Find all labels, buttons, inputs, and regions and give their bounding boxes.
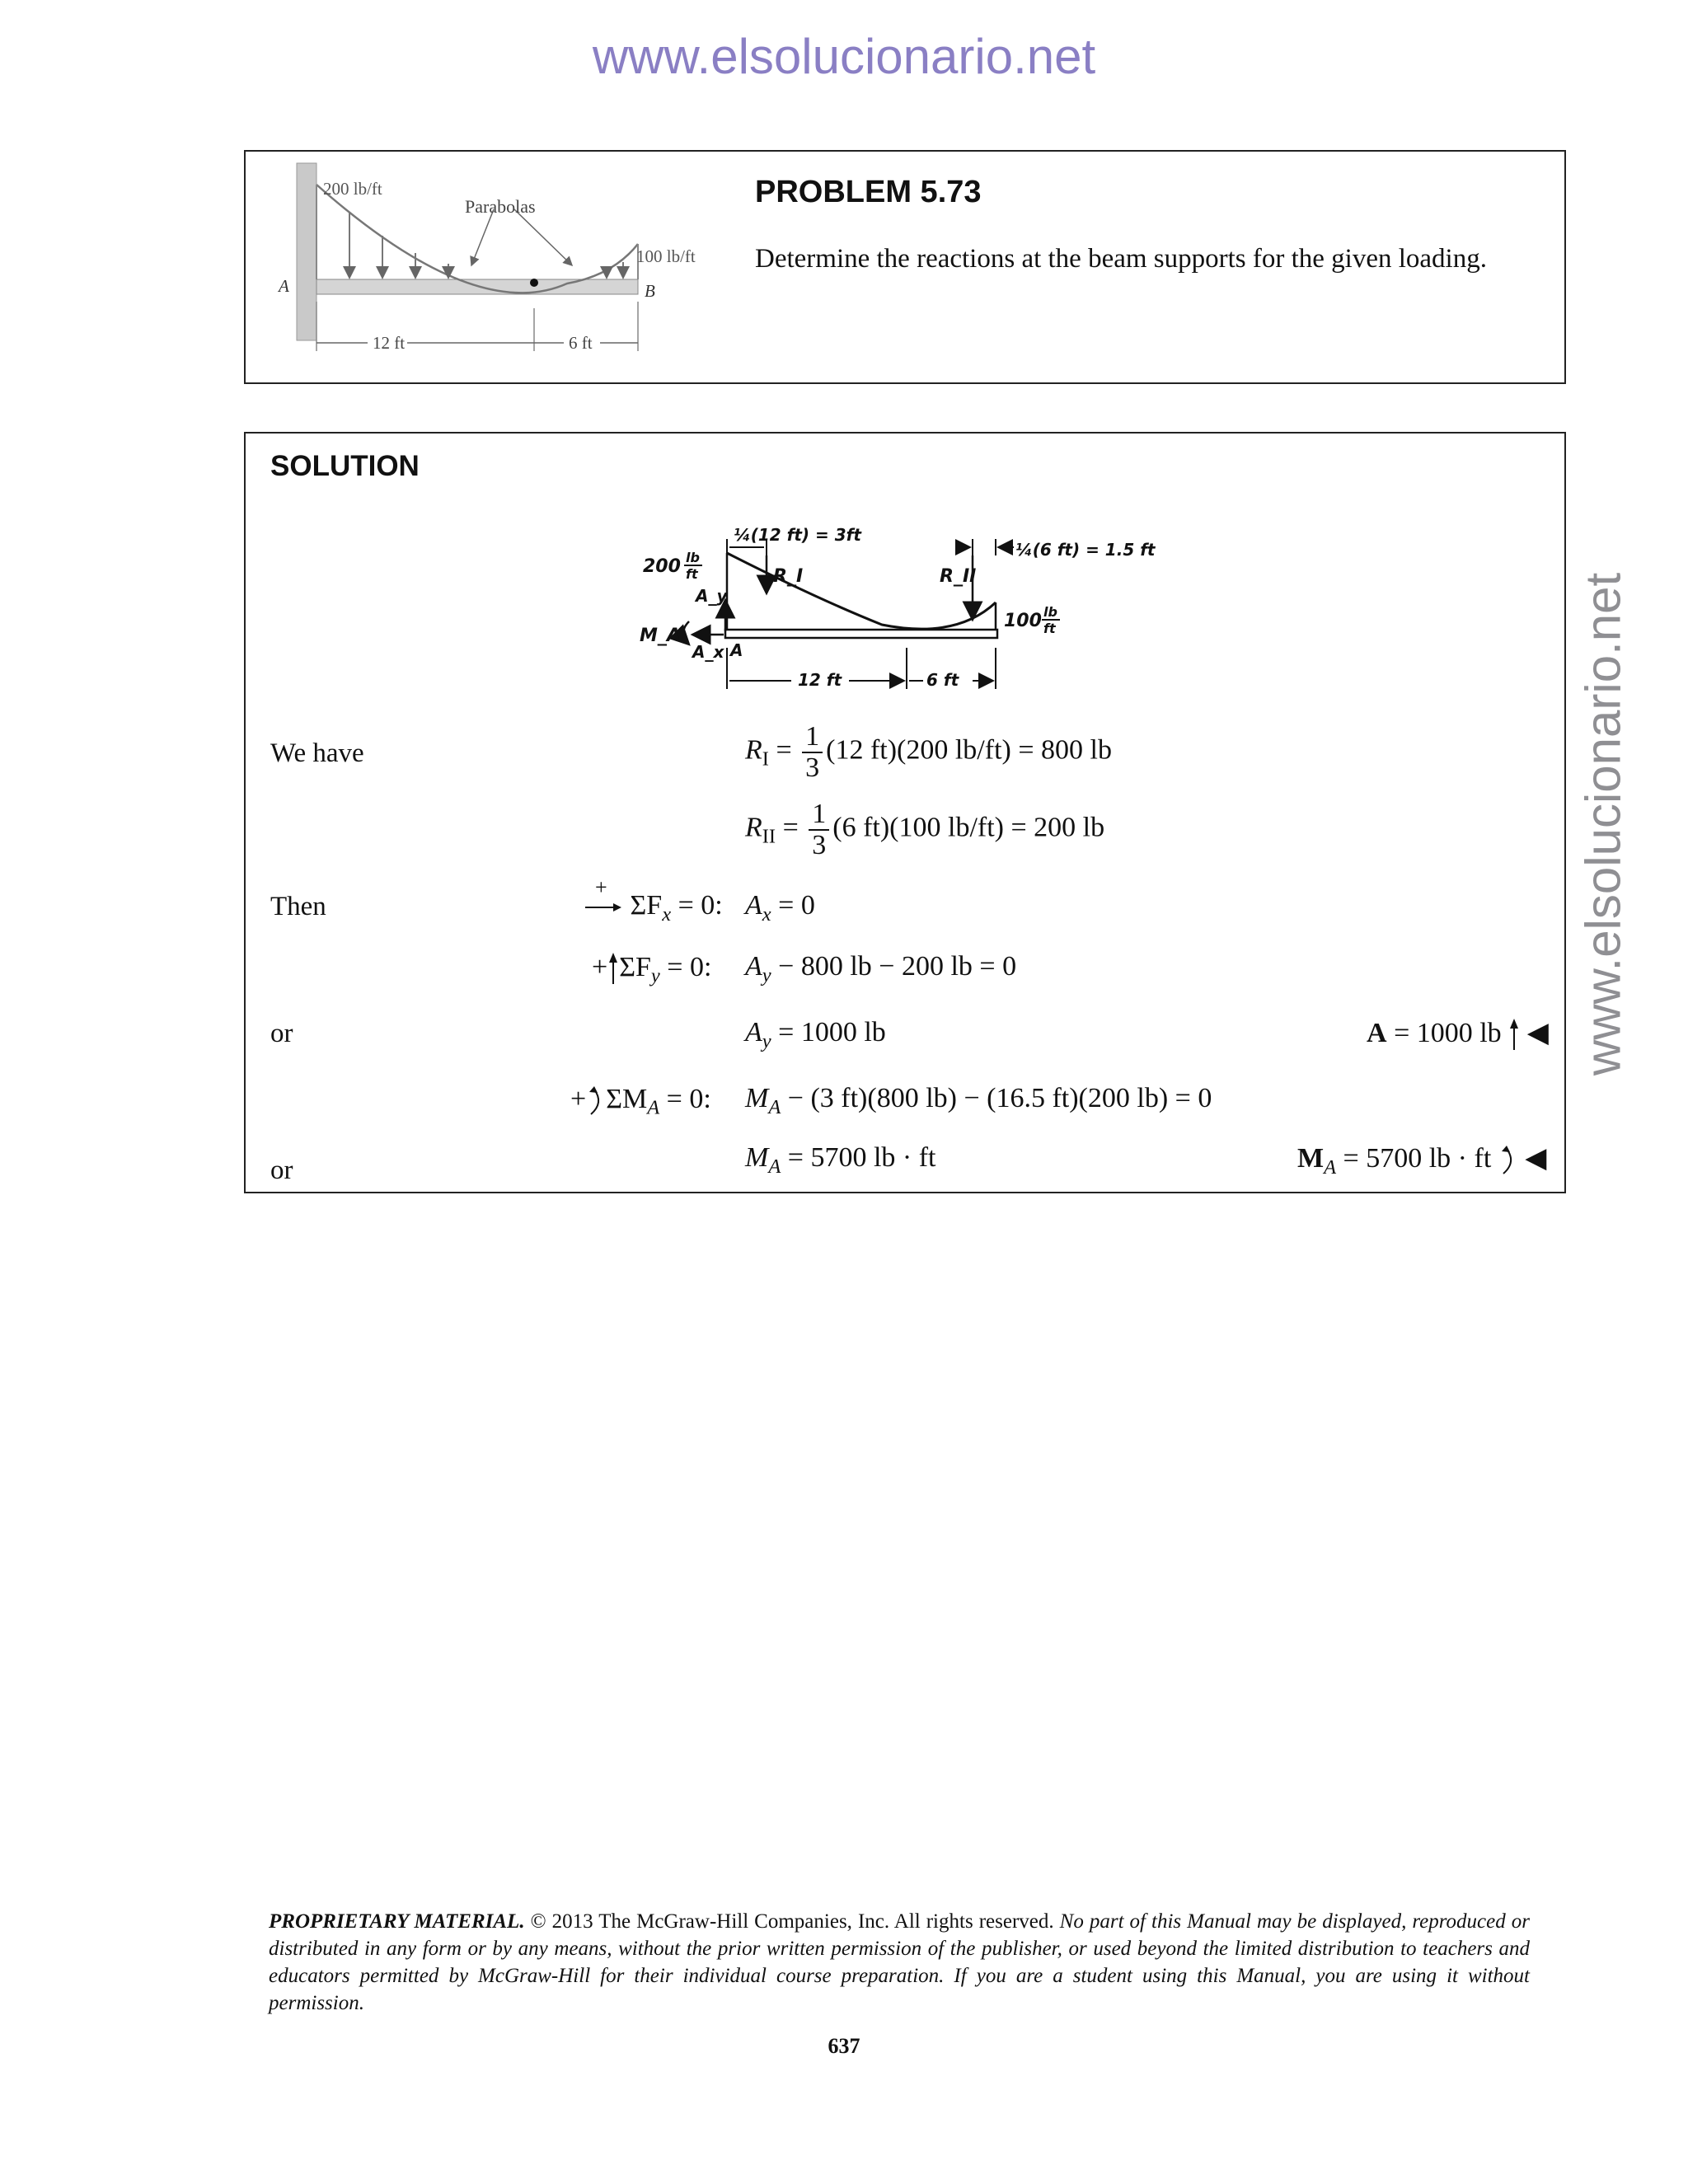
sketch-right-load: 100 bbox=[1004, 611, 1042, 631]
end-marker-a: ◀ bbox=[1526, 1017, 1549, 1048]
result-ma: $M_A = 5700$ lb · ft ◀ bbox=[1297, 1142, 1547, 1179]
watermark-top: www.elsolucionario.net bbox=[592, 29, 1096, 84]
result-a: A = 1000 lb ◀ bbox=[1367, 1019, 1549, 1052]
copyright-footer bbox=[269, 1908, 1530, 2017]
condition-sum-fx: + $\Sigma F_x = 0$: bbox=[595, 875, 723, 926]
fig-dim-left: 12 ft bbox=[373, 333, 406, 353]
equation-ax: $A_x = 0$ bbox=[745, 890, 815, 926]
fig-load-right: 100 lb/ft bbox=[636, 246, 696, 266]
ccw-arrow-icon bbox=[586, 1085, 606, 1118]
sketch-left-load: 200 bbox=[643, 556, 681, 577]
equation-r2: $R_{II}$ = $\frac{1}{3}$ (6 ft)(100 lb/ft) = 200 lb bbox=[745, 799, 1105, 860]
sketch-ay: A_y bbox=[696, 586, 728, 606]
label-then: Then bbox=[270, 892, 326, 921]
fig-point-a: A bbox=[279, 276, 289, 296]
label-or-1: or bbox=[270, 1019, 293, 1048]
sketch-dim-left: 12 ft bbox=[798, 670, 842, 690]
equation-ay: $A_y = 1000$ lb bbox=[745, 1017, 886, 1052]
fig-parabolas-label: Parabolas bbox=[465, 196, 536, 217]
condition-sum-ma: + $\Sigma M_A = 0$: bbox=[570, 1083, 711, 1119]
footer-notice: No part of this Manual may be displayed, reproduced or distributed in any form or by any means, without the prior written permission of the publisher, or used beyond the limited distribution to teachers and educators permitted by McGraw-Hill for their individual course preparation. If you are a student using this Manual, you are using it without permission. bbox=[269, 1910, 1530, 2014]
label-we-have: We have bbox=[270, 738, 364, 768]
sketch-dim-right: 6 ft bbox=[926, 670, 959, 690]
sketch-r1: R_I bbox=[773, 566, 804, 587]
problem-box bbox=[244, 150, 1566, 384]
free-body-sketch bbox=[610, 524, 1203, 714]
problem-statement: Determine the reactions at the beam supports for the given loading. bbox=[755, 244, 1487, 274]
fig-load-left: 200 lb/ft bbox=[323, 179, 382, 199]
up-arrow-icon bbox=[1508, 1019, 1520, 1052]
sketch-right-load-unit-bottom: ft bbox=[1043, 621, 1056, 636]
sketch-a: A bbox=[730, 640, 743, 660]
sketch-left-load-unit-top: lb bbox=[686, 550, 700, 565]
label-or-2: or bbox=[270, 1155, 293, 1185]
sketch-ax: A_x bbox=[692, 642, 724, 662]
fig-point-b: B bbox=[645, 281, 655, 301]
page-number: 637 bbox=[828, 2034, 860, 2058]
watermark-side-text: www.elsolucionario.net bbox=[1575, 572, 1631, 1076]
problem-title: PROBLEM 5.73 bbox=[755, 175, 982, 209]
sketch-ma: M_A bbox=[640, 626, 681, 646]
footer-copyright: © 2013 The McGraw-Hill Companies, Inc. All rights reserved. bbox=[524, 1910, 1060, 1933]
problem-figure bbox=[267, 160, 729, 382]
equation-sum-fy: $A_y - 800$ lb − 200 lb = 0 bbox=[745, 951, 1017, 987]
equation-ma: $M_A = 5700$ lb · ft bbox=[745, 1142, 936, 1178]
footer-proprietary: PROPRIETARY MATERIAL. bbox=[269, 1910, 525, 1933]
sketch-r2: R_II bbox=[940, 566, 977, 587]
sketch-dim-top-right: ¼(6 ft) = 1.5 ft bbox=[1015, 540, 1156, 560]
solution-box bbox=[244, 432, 1566, 1193]
ccw-moment-icon bbox=[1498, 1144, 1518, 1177]
equation-sum-ma: $M_A - (3$ ft)(800 lb) − (16.5 ft)(200 lb) = 0 bbox=[745, 1083, 1212, 1118]
sketch-dim-top-left: ¼(12 ft) = 3ft bbox=[734, 525, 861, 545]
sketch-right-load-unit-top: lb bbox=[1043, 604, 1057, 620]
equation-r1: $R_I$ = $\frac{1}{3}$ (12 ft)(200 lb/ft) = 800 lb bbox=[745, 721, 1112, 783]
end-marker-ma: ◀ bbox=[1525, 1142, 1547, 1174]
condition-sum-fy: + $\Sigma F_y = 0$: bbox=[592, 951, 712, 987]
fig-dim-right: 6 ft bbox=[569, 333, 593, 353]
sketch-left-load-unit-bottom: ft bbox=[686, 566, 698, 582]
solution-heading: SOLUTION bbox=[270, 450, 420, 482]
